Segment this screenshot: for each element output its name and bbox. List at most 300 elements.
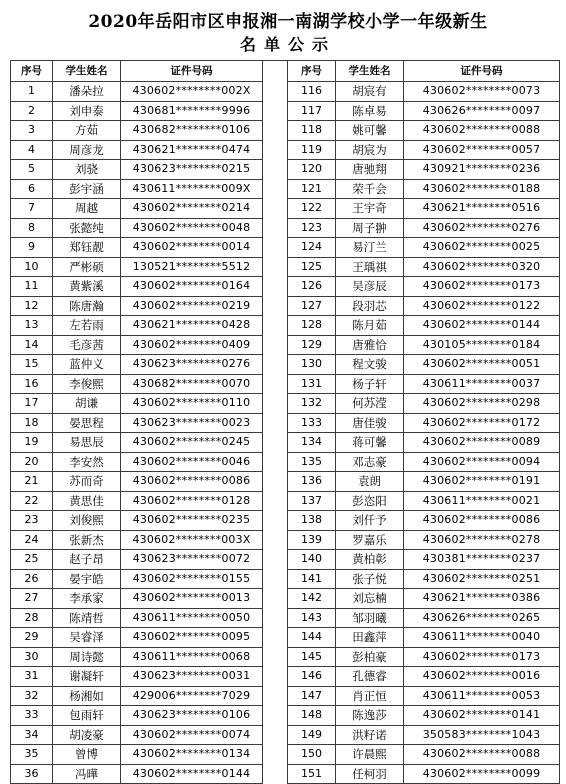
cell-name: 蒋可馨 [336,433,404,453]
cell-seq: 146 [288,667,336,687]
cell-id: 430602********0110 [121,394,263,414]
cell-seq: 3 [11,121,53,141]
cell-id: 430602********0155 [121,569,263,589]
cell-id: 430381********0237 [404,550,560,570]
roster-table-left [10,60,263,784]
table-row [288,238,560,258]
header-id: 证件号码 [404,61,560,82]
cell-seq: 142 [288,589,336,609]
cell-name: 黄柏彰 [336,550,404,570]
cell-name: 唐雅恰 [336,335,404,355]
cell-name: 赵子昂 [53,550,121,570]
table-row [288,413,560,433]
cell-seq: 126 [288,277,336,297]
cell-seq: 123 [288,218,336,238]
cell-name: 周子翀 [336,218,404,238]
cell-id: 430602********0144 [121,764,263,784]
cell-seq: 132 [288,394,336,414]
table-row [11,179,263,199]
cell-seq: 145 [288,647,336,667]
cell-name: 孔德睿 [336,667,404,687]
cell-seq: 116 [288,82,336,102]
table-header-row [11,61,263,82]
cell-seq: 36 [11,764,53,784]
cell-seq: 119 [288,140,336,160]
table-row [11,550,263,570]
cell-name: 陈靖哲 [53,608,121,628]
cell-name: 包雨轩 [53,706,121,726]
cell-seq: 117 [288,101,336,121]
cell-name: 杨子轩 [336,374,404,394]
table-row [288,725,560,745]
cell-seq: 130 [288,355,336,375]
table-row [11,374,263,394]
cell-name: 陈卓易 [336,101,404,121]
cell-name: 唐驰翔 [336,160,404,180]
cell-seq: 6 [11,179,53,199]
cell-name: 胡宸有 [336,82,404,102]
cell-name: 刘申泰 [53,101,121,121]
cell-id: 130521********5512 [121,257,263,277]
cell-name: 刘俊熙 [53,511,121,531]
cell-name: 方茹 [53,121,121,141]
table-row [11,628,263,648]
cell-name: 吴彦辰 [336,277,404,297]
cell-seq: 7 [11,199,53,219]
cell-name: 曾博 [53,745,121,765]
table-row [11,491,263,511]
table-row [288,82,560,102]
cell-seq: 129 [288,335,336,355]
cell-seq: 30 [11,647,53,667]
cell-seq: 149 [288,725,336,745]
table-row [288,257,560,277]
table-row [11,238,263,258]
table-row [288,277,560,297]
table-row [288,472,560,492]
cell-seq: 8 [11,218,53,238]
cell-name: 任柯羽 [336,764,404,784]
cell-id: 430602********0409 [121,335,263,355]
table-row [288,355,560,375]
cell-name: 吴睿泽 [53,628,121,648]
cell-seq: 137 [288,491,336,511]
cell-seq: 24 [11,530,53,550]
cell-id: 430602********0086 [121,472,263,492]
table-row [288,433,560,453]
cell-id: 430602********0074 [121,725,263,745]
cell-name: 刘仟予 [336,511,404,531]
cell-id: 430623********0023 [121,413,263,433]
cell-name: 彭宇涵 [53,179,121,199]
table-row [288,140,560,160]
cell-name: 程文骏 [336,355,404,375]
cell-id: 430602********0191 [404,472,560,492]
table-row [288,316,560,336]
cell-seq: 150 [288,745,336,765]
cell-seq: 17 [11,394,53,414]
cell-name: 蓝仲义 [53,355,121,375]
cell-id: 430602********0046 [121,452,263,472]
cell-name: 许晨熙 [336,745,404,765]
cell-id: 430602********0025 [404,238,560,258]
cell-id: 430611********0050 [121,608,263,628]
header-id: 证件号码 [121,61,263,82]
table-row [288,628,560,648]
cell-name: 张懿纯 [53,218,121,238]
cell-id: 430602********0057 [404,140,560,160]
table-row [11,569,263,589]
cell-seq: 18 [11,413,53,433]
table-row [11,472,263,492]
cell-id: 430602********0073 [404,82,560,102]
cell-seq: 23 [11,511,53,531]
table-body-left [11,82,263,784]
cell-seq: 151 [288,764,336,784]
cell-id: 430602********0235 [121,511,263,531]
cell-name: 周诗懿 [53,647,121,667]
cell-seq: 5 [11,160,53,180]
table-row [288,569,560,589]
cell-name: 陈逸莎 [336,706,404,726]
column-gap [262,60,287,766]
cell-name: 胡谦 [53,394,121,414]
cell-seq: 141 [288,569,336,589]
cell-id: 430602********0088 [404,745,560,765]
cell-seq: 118 [288,121,336,141]
cell-name: 姚可馨 [336,121,404,141]
cell-name: 田鑫萍 [336,628,404,648]
cell-name: 李承家 [53,589,121,609]
cell-name: 胡宸为 [336,140,404,160]
cell-seq: 32 [11,686,53,706]
table-row [288,394,560,414]
table-row [11,725,263,745]
cell-id: 430602********0095 [121,628,263,648]
cell-seq: 135 [288,452,336,472]
cell-id: 430921********0236 [404,160,560,180]
table-row [11,706,263,726]
cell-id: 429006********7029 [121,686,263,706]
table-row [11,160,263,180]
cell-name: 陈唐瀚 [53,296,121,316]
cell-seq: 125 [288,257,336,277]
cell-name: 刘骁 [53,160,121,180]
cell-seq: 124 [288,238,336,258]
cell-name: 严彬硕 [53,257,121,277]
cell-seq: 14 [11,335,53,355]
cell-id: 430611********0021 [404,491,560,511]
cell-id: 430621********0474 [121,140,263,160]
cell-seq: 148 [288,706,336,726]
cell-name: 周越 [53,199,121,219]
left-margin [0,0,10,765]
cell-id: 430623********0276 [121,355,263,375]
table-row [11,316,263,336]
header-name: 学生姓名 [53,61,121,82]
cell-id: 430602********0320 [404,257,560,277]
cell-id: 430626********0265 [404,608,560,628]
cell-id: 430105********0184 [404,335,560,355]
header-name: 学生姓名 [336,61,404,82]
table-row [288,608,560,628]
header-seq: 序号 [11,61,53,82]
table-row [11,296,263,316]
cell-seq: 20 [11,452,53,472]
cell-id: 430611********0037 [404,374,560,394]
cell-seq: 28 [11,608,53,628]
cell-seq: 19 [11,433,53,453]
cell-id: 430602********0013 [121,589,263,609]
cell-name: 荣千会 [336,179,404,199]
table-row [11,140,263,160]
table-row [11,199,263,219]
cell-id: 430602********0188 [404,179,560,199]
table-row [11,101,263,121]
table-row [11,335,263,355]
cell-id: 430623********0106 [121,706,263,726]
table-row [11,394,263,414]
table-row [11,647,263,667]
cell-seq: 1 [11,82,53,102]
cell-id: 430611********0068 [121,647,263,667]
table-row [288,452,560,472]
cell-seq: 134 [288,433,336,453]
cell-id: 430602********0094 [404,452,560,472]
cell-seq: 12 [11,296,53,316]
table-row [11,82,263,102]
table-row [11,608,263,628]
cell-id: 430602********0214 [121,199,263,219]
cell-seq: 10 [11,257,53,277]
cell-id: 430611********009X [121,179,263,199]
cell-name: 毛彦茜 [53,335,121,355]
cell-seq: 35 [11,745,53,765]
table-row [288,686,560,706]
cell-id: 430602********0141 [404,706,560,726]
table-row [288,199,560,219]
table-row [11,745,263,765]
cell-name: 罗嘉乐 [336,530,404,550]
cell-seq: 13 [11,316,53,336]
cell-name: 何苏滢 [336,394,404,414]
cell-seq: 27 [11,589,53,609]
cell-seq: 31 [11,667,53,687]
table-row [288,764,560,784]
table-row [288,745,560,765]
cell-seq: 139 [288,530,336,550]
cell-seq: 15 [11,355,53,375]
table-row [288,179,560,199]
cell-name: 陈月茹 [336,316,404,336]
cell-seq: 120 [288,160,336,180]
cell-name: 左若雨 [53,316,121,336]
table-row [288,491,560,511]
cell-seq: 131 [288,374,336,394]
cell-id: 430602********0219 [121,296,263,316]
table-row [11,667,263,687]
cell-id: 430602********0276 [404,218,560,238]
header-seq: 序号 [288,61,336,82]
cell-id: 430623********0031 [121,667,263,687]
cell-name: 晏宇皓 [53,569,121,589]
roster-table-right [287,60,560,784]
cell-id: 430602********002X [121,82,263,102]
cell-name: 王瑀祺 [336,257,404,277]
cell-id: 430602********0128 [121,491,263,511]
cell-id: 430602********0245 [121,433,263,453]
table-row [288,160,560,180]
table-row [288,511,560,531]
cell-name: 张子悦 [336,569,404,589]
cell-seq: 34 [11,725,53,745]
cell-seq: 16 [11,374,53,394]
cell-id: 430602********0086 [404,511,560,531]
cell-seq: 136 [288,472,336,492]
table-row [288,530,560,550]
table-row [288,121,560,141]
cell-name: 彭柏豪 [336,647,404,667]
table-row [11,764,263,784]
table-row [11,530,263,550]
cell-id: 430602********003X [121,530,263,550]
cell-seq: 29 [11,628,53,648]
cell-name: 杨湘如 [53,686,121,706]
cell-name: 晏思程 [53,413,121,433]
cell-name: 周彦龙 [53,140,121,160]
page-subtitle: 名单公示 [239,35,336,54]
cell-seq: 140 [288,550,336,570]
table-row [11,452,263,472]
cell-id: 430623********0215 [121,160,263,180]
cell-id: 430621********0428 [121,316,263,336]
cell-name: 冯曄 [53,764,121,784]
cell-seq: 9 [11,238,53,258]
table-row [11,589,263,609]
cell-id: 430602********0014 [121,238,263,258]
page-title: 2020年岳阳市区申报湘一南湖学校小学一年级新生 [88,12,488,32]
cell-seq: 26 [11,569,53,589]
cell-name: 易思辰 [53,433,121,453]
cell-seq: 128 [288,316,336,336]
cell-id: 430611********0040 [404,628,560,648]
cell-id: 430611********0053 [404,686,560,706]
cell-id: 430602********0048 [121,218,263,238]
cell-id: 430682********0106 [121,121,263,141]
cell-id: 430681********9996 [121,101,263,121]
cell-id: 430602********0016 [404,667,560,687]
cell-id: 430621********0516 [404,199,560,219]
cell-seq: 144 [288,628,336,648]
cell-id: 430602********0088 [404,121,560,141]
cell-seq: 22 [11,491,53,511]
cell-name: 胡凌豪 [53,725,121,745]
cell-id: 430602********0278 [404,530,560,550]
table-row [288,550,560,570]
cell-name: 洪籽诺 [336,725,404,745]
table-row [288,374,560,394]
cell-seq: 33 [11,706,53,726]
table-row [288,706,560,726]
cell-seq: 122 [288,199,336,219]
cell-name: 郑钰靓 [53,238,121,258]
cell-id: 430602********0251 [404,569,560,589]
table-body-right [288,82,560,784]
cell-name: 肖正恒 [336,686,404,706]
cell-id: 430602********0298 [404,394,560,414]
table-row [11,355,263,375]
cell-id: 430602********0051 [404,355,560,375]
table-row [11,218,263,238]
cell-id: 430602********0089 [404,433,560,453]
table-row [288,101,560,121]
cell-id: 430602********0172 [404,413,560,433]
table-row [11,413,263,433]
table-row [288,647,560,667]
cell-name: 张新杰 [53,530,121,550]
table-row [288,218,560,238]
cell-seq: 138 [288,511,336,531]
cell-id: 430682********0070 [121,374,263,394]
cell-seq: 143 [288,608,336,628]
cell-id: 350583********1043 [404,725,560,745]
cell-id: 430602********0173 [404,647,560,667]
cell-name: 彭恣阳 [336,491,404,511]
cell-seq: 147 [288,686,336,706]
cell-seq: 4 [11,140,53,160]
cell-seq: 127 [288,296,336,316]
cell-id: 430621********0386 [404,589,560,609]
cell-id: 430602********0122 [404,296,560,316]
cell-name: 李安然 [53,452,121,472]
cell-name: 袁朗 [336,472,404,492]
table-header-row [288,61,560,82]
roster-grid [10,60,566,781]
cell-name: 王宇奇 [336,199,404,219]
table-row [11,277,263,297]
table-row [288,335,560,355]
cell-seq: 21 [11,472,53,492]
cell-id: 430602********0173 [404,277,560,297]
cell-name: 唐佳骏 [336,413,404,433]
cell-id: 430623********0072 [121,550,263,570]
cell-name: 苏而奇 [53,472,121,492]
cell-name: 黄紫溪 [53,277,121,297]
cell-id: 430602********0099 [404,764,560,784]
cell-name: 易汀兰 [336,238,404,258]
cell-id: 430602********0144 [404,316,560,336]
cell-id: 430626********0097 [404,101,560,121]
cell-id: 430602********0164 [121,277,263,297]
table-row [288,296,560,316]
cell-name: 段羽芯 [336,296,404,316]
cell-name: 李俊熙 [53,374,121,394]
cell-seq: 2 [11,101,53,121]
table-row [11,121,263,141]
table-row [11,257,263,277]
table-row [288,667,560,687]
cell-seq: 11 [11,277,53,297]
table-row [288,589,560,609]
cell-name: 黄思佳 [53,491,121,511]
cell-name: 潘朵拉 [53,82,121,102]
cell-name: 邓志豪 [336,452,404,472]
cell-seq: 25 [11,550,53,570]
cell-name: 刘忘楠 [336,589,404,609]
cell-name: 邹羽曦 [336,608,404,628]
table-row [11,686,263,706]
cell-seq: 133 [288,413,336,433]
